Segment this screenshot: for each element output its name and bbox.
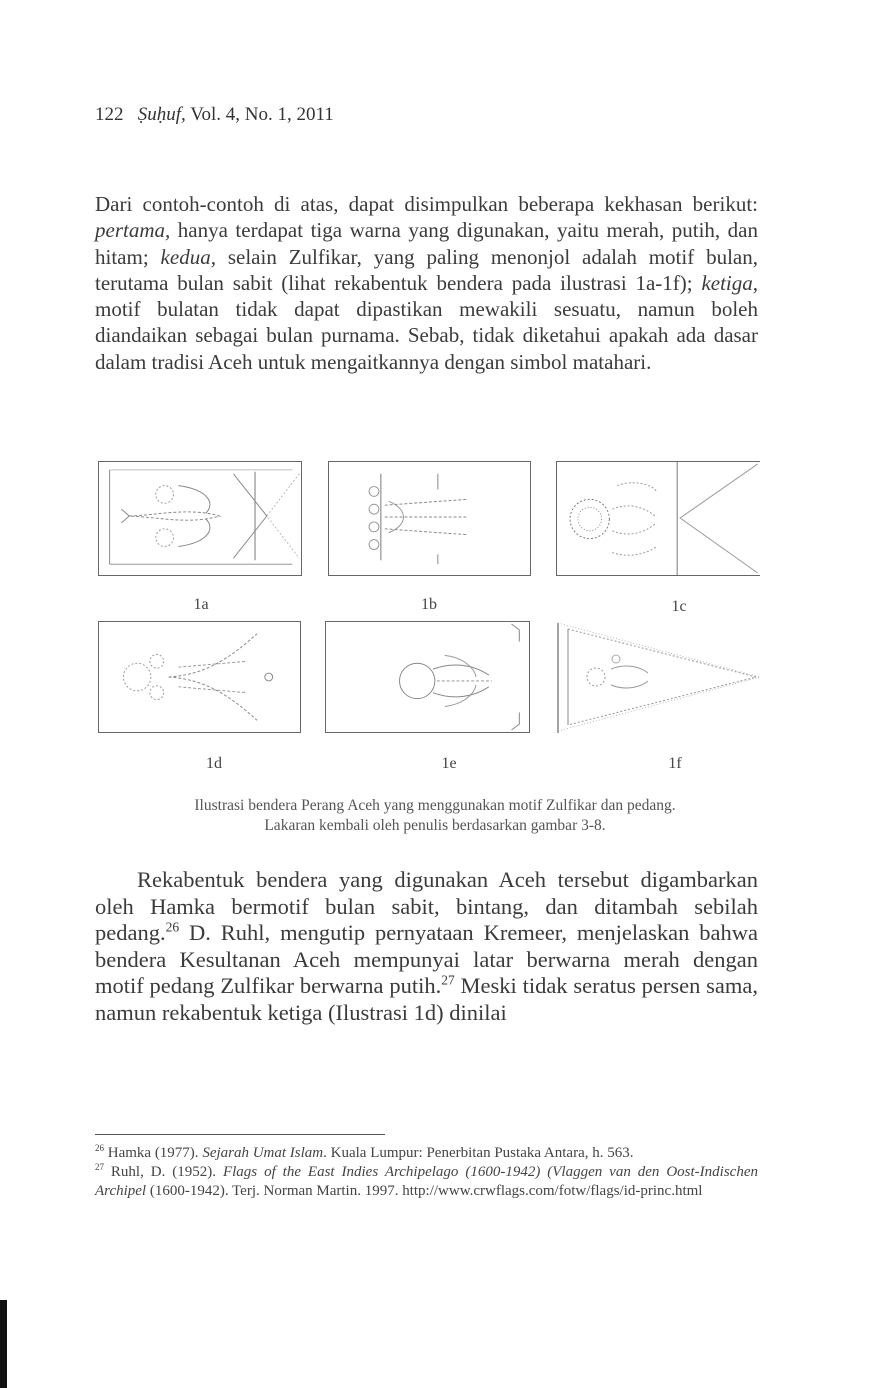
flag-1e-illustration bbox=[325, 621, 530, 733]
figure-caption bbox=[95, 796, 775, 836]
caption-line-1: Ilustrasi bendera Perang Aceh yang menggunakan motif Zulfikar dan pedang. bbox=[194, 797, 676, 814]
flag-1e-drawing bbox=[326, 622, 529, 732]
footnote-26-publisher: . Kuala Lumpur: Penerbitan Pustaka Antara, h. 563. bbox=[323, 1145, 634, 1161]
paragraph-hamka bbox=[95, 867, 758, 1026]
flag-label-1b: 1b bbox=[421, 596, 437, 613]
p1-text-1: Dari contoh-contoh di atas, dapat disimpulkan beberapa kekhasan berikut: bbox=[95, 192, 758, 216]
flag-label-1f: 1f bbox=[668, 755, 682, 772]
caption-line-2: Lakaran kembali oleh penulis berdasarkan gambar 3-8. bbox=[264, 817, 606, 834]
footnote-27-details[interactable]: (1600-1942). Terj. Norman Martin. 1997. http://www.crwflags.com/fotw/flags/id-princ.html bbox=[146, 1183, 703, 1199]
p1-kedua: kedua, bbox=[160, 244, 216, 269]
journal-volume: Vol. 4, No. 1, 2011 bbox=[190, 104, 334, 125]
p2-text-1: Rekabentuk bendera yang digunakan Aceh tersebut digambarkan oleh Hamka bermotif bulan sabit, bintang, dan ditambah sebilah pedang. bbox=[95, 867, 758, 945]
p1-text-4: motif bulatan tidak dapat dipastikan mewakili sesuatu, namun boleh diandaikan sebagai bulan purnama. Sebab, tidak diketahui apakah ada dasar dalam tradisi Aceh untuk mengaitkannya dengan simbol matahari. bbox=[95, 297, 758, 374]
flag-label-1a: 1a bbox=[193, 596, 209, 613]
flag-label-1e: 1e bbox=[441, 755, 457, 772]
flag-label-1c: 1c bbox=[671, 598, 687, 615]
flag-1c-drawing bbox=[557, 462, 760, 575]
flag-1c-illustration bbox=[556, 461, 760, 576]
p1-text-3: selain Zulfikar, yang paling menonjol adalah motif bulan, terutama bulan sabit (lihat rekabentuk bendera pada ilustrasi 1a-1f); bbox=[95, 244, 758, 295]
footnote-26-author: Hamka (1977). bbox=[104, 1145, 203, 1161]
journal-title: Ṣuḥuf, bbox=[137, 104, 186, 125]
footnote-26-number: 26 bbox=[95, 1143, 104, 1153]
footnote-26 bbox=[95, 1144, 758, 1163]
running-header bbox=[95, 104, 334, 126]
footnote-ref-26[interactable]: 26 bbox=[165, 919, 180, 935]
flag-1b-illustration bbox=[328, 461, 531, 576]
flag-1d-illustration bbox=[98, 621, 301, 733]
flag-1a-illustration bbox=[98, 461, 302, 576]
footnote-27-title: Flags of the East Indies Archipelago (1600-1942) (Vlaggen van den Oost-Indischen Archipel bbox=[95, 1164, 758, 1199]
footnote-ref-27[interactable]: 27 bbox=[441, 972, 455, 988]
footnote-27-author: Ruhl, D. (1952). bbox=[104, 1164, 223, 1180]
p2-text-3: Meski tidak seratus persen sama, namun rekabentuk ketiga (Ilustrasi 1d) dinilai bbox=[95, 973, 759, 1025]
flag-1b-drawing bbox=[329, 462, 530, 575]
p1-text-2: hanya terdapat tiga warna yang digunakan, yaitu merah, putih, dan hitam; bbox=[95, 218, 758, 269]
p2-text-2: D. Ruhl, mengutip pernyataan Kremeer, menjelaskan bahwa bendera Kesultanan Aceh mempunyai latar berwarna merah dengan motif pedang Zulfikar berwarna putih. bbox=[95, 920, 758, 998]
footnote-rule bbox=[95, 1134, 385, 1135]
footnotes bbox=[95, 1144, 758, 1201]
flag-1a-drawing bbox=[99, 462, 301, 575]
flag-1f-illustration bbox=[556, 621, 760, 733]
page-number: 122 bbox=[95, 104, 124, 125]
flag-label-1d: 1d bbox=[206, 755, 222, 772]
footnote-26-title: Sejarah Umat Islam bbox=[202, 1145, 324, 1161]
paragraph-conclusion bbox=[95, 191, 758, 375]
flag-1f-drawing bbox=[556, 621, 760, 733]
scan-edge bbox=[0, 1300, 7, 1388]
footnote-27-number: 27 bbox=[95, 1162, 104, 1172]
footnote-27 bbox=[95, 1163, 758, 1201]
p1-ketiga: ketiga, bbox=[701, 270, 758, 295]
flag-1d-drawing bbox=[99, 622, 300, 732]
p1-pertama: pertama, bbox=[95, 218, 171, 243]
